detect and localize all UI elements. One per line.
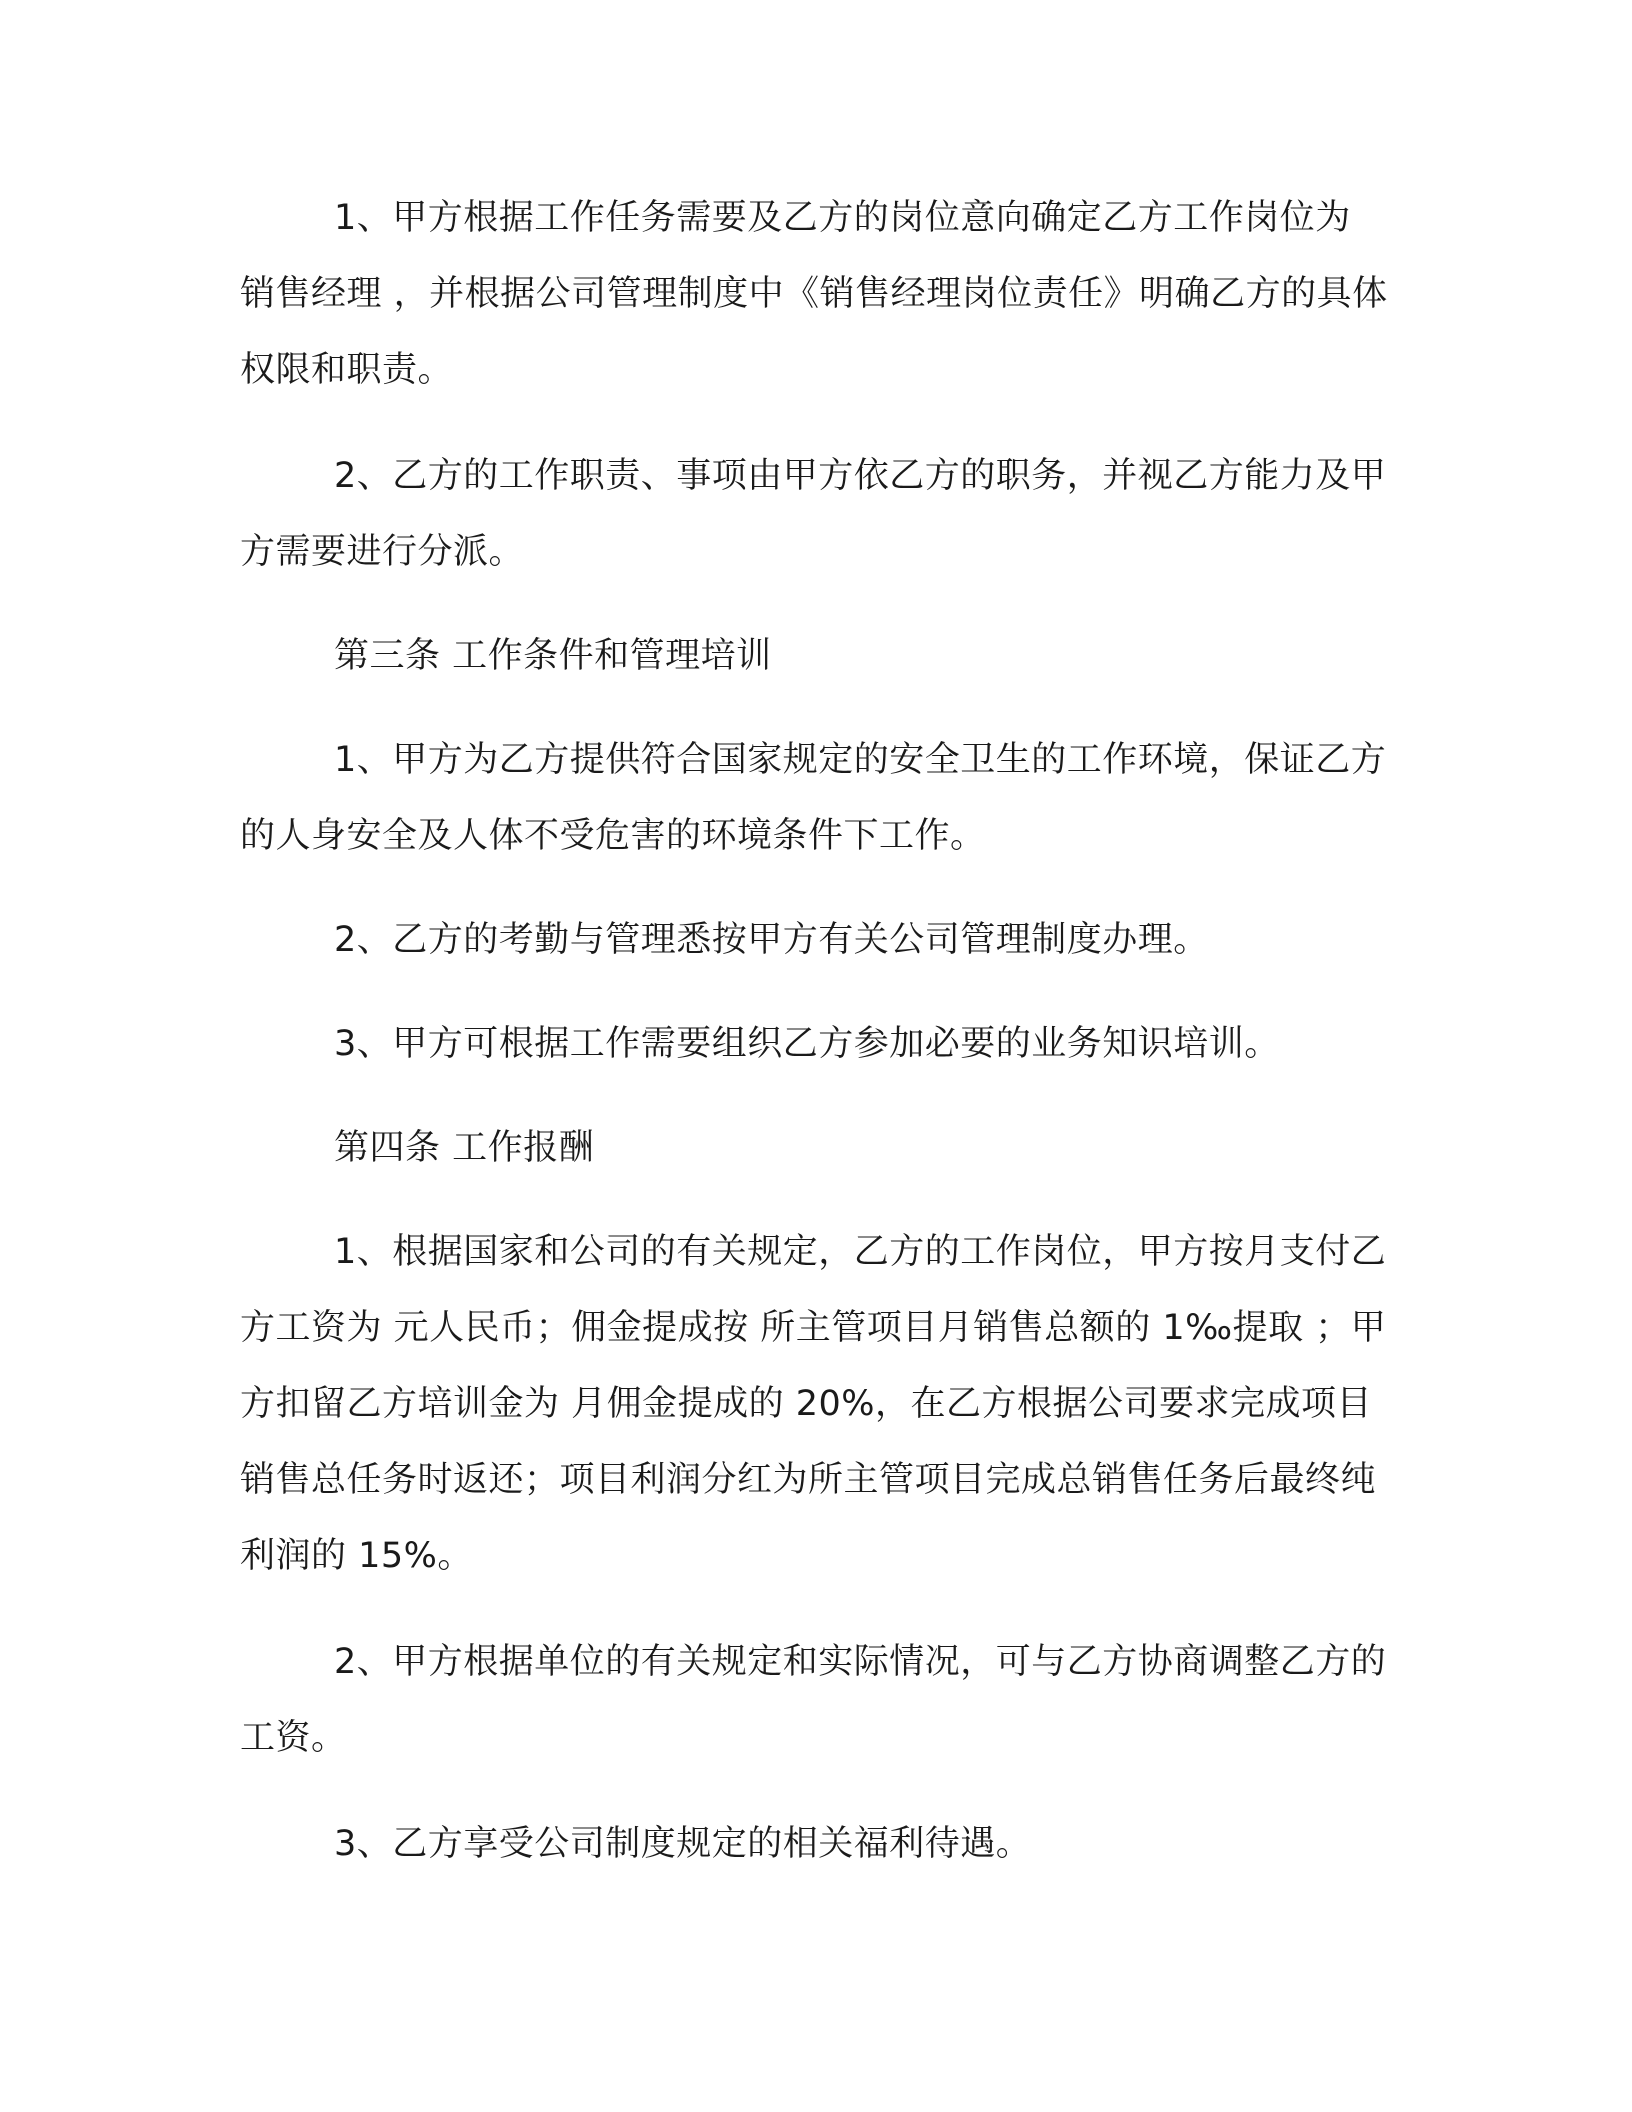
- heading-article-3: 第三条 工作条件和管理培训: [334, 636, 772, 676]
- paragraph-training: 3、甲方可根据工作需要组织乙方参加必要的业务知识培训。: [334, 1024, 1280, 1064]
- paragraph-compensation: 1、根据国家和公司的有关规定，乙方的工作岗位，甲方按月支付乙方工资为 元人民币；佣金提成按 所主管项目月销售总额的 1‰提取 ；甲方扣留乙方培训金为 月佣金提成的 20%，在乙方根据公司要求完成项目销售总任务时返还；项目利润分红为所主管项目完成总销售任务后最终纯利润的 15%。: [240, 1232, 1387, 1576]
- heading-article-4: 第四条 工作报酬: [334, 1128, 595, 1168]
- paragraph-attendance: 2、乙方的考勤与管理悉按甲方有关公司管理制度办理。: [334, 920, 1209, 960]
- paragraph-benefits: 3、乙方享受公司制度规定的相关福利待遇。: [334, 1824, 1032, 1864]
- paragraph-duty-assignment: 2、乙方的工作职责、事项由甲方依乙方的职务，并视乙方能力及甲方需要进行分派。: [240, 456, 1387, 572]
- paragraph-work-environment: 1、甲方为乙方提供符合国家规定的安全卫生的工作环境，保证乙方的人身安全及人体不受危害的环境条件下工作。: [240, 740, 1387, 856]
- paragraph-salary-adjustment: 2、甲方根据单位的有关规定和实际情况，可与乙方协商调整乙方的工资。: [240, 1642, 1387, 1758]
- document-body: [240, 180, 1390, 1882]
- paragraph-position-duties: 1、甲方根据工作任务需要及乙方的岗位意向确定乙方工作岗位为 销售经理 ，并根据公司管理制度中《销售经理岗位责任》明确乙方的具体权限和职责。: [240, 198, 1388, 390]
